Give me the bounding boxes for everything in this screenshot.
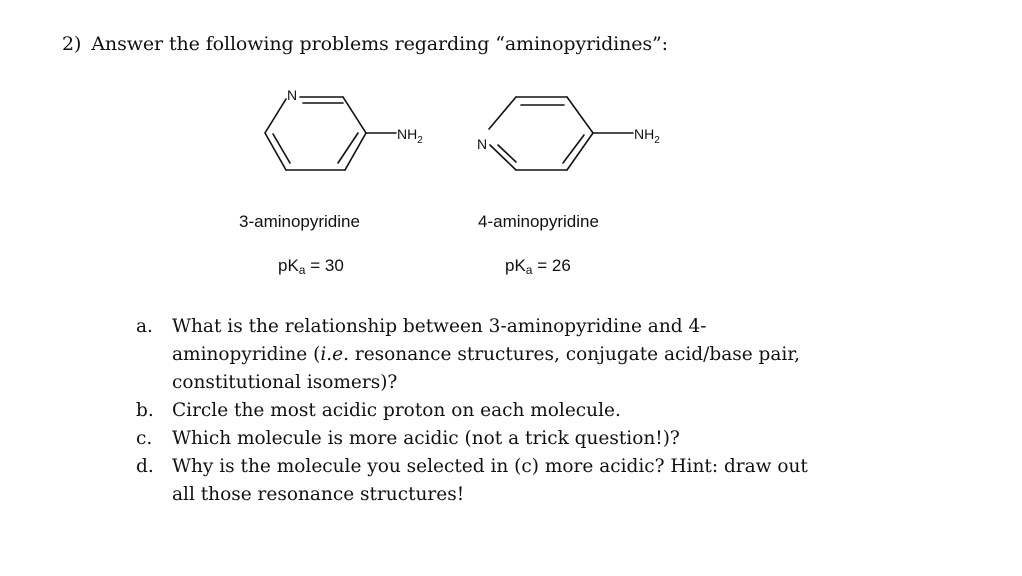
ring-nitrogen-label: N xyxy=(286,87,298,103)
question-letter: c. xyxy=(136,428,153,449)
problem-heading xyxy=(62,33,668,55)
bond xyxy=(345,133,366,170)
question-text: What is the relationship between 3-aminopyridine and 4- aminopyridine (i.e. resonance structures, conjugate acid/base pair, constitutional isomers)? xyxy=(172,316,801,393)
bond xyxy=(498,145,516,162)
question-list xyxy=(136,313,896,509)
question-text: Why is the molecule you selected in (c) more acidic? Hint: draw out all those resonance structures! xyxy=(172,456,808,505)
bond xyxy=(343,97,366,133)
pka-subscript: a xyxy=(525,263,533,277)
question-c xyxy=(136,425,896,453)
amine-subscript: 2 xyxy=(654,135,660,146)
question-d xyxy=(136,453,896,509)
structure-3-aminopyridine-drawing xyxy=(255,85,495,195)
bond xyxy=(567,97,593,133)
structure-4-aminopyridine xyxy=(472,85,712,195)
amine-group-label xyxy=(634,126,660,146)
question-letter: d. xyxy=(136,456,154,477)
bond xyxy=(273,134,290,163)
question-text: Which molecule is more acidic (not a trick question!)? xyxy=(172,428,680,449)
problem-heading-text: Answer the following problems regarding “aminopyridines”: xyxy=(91,33,668,55)
question-text: Circle the most acidic proton on each molecule. xyxy=(172,400,621,421)
molecule-name-3-aminopyridine: 3-aminopyridine xyxy=(239,212,360,231)
pka-value: = 30 xyxy=(305,256,344,275)
bond xyxy=(338,133,358,163)
question-b xyxy=(136,397,896,425)
pka-value: = 26 xyxy=(532,256,571,275)
amine-label: NH xyxy=(634,126,655,142)
pka-subscript: a xyxy=(298,263,306,277)
structure-3-aminopyridine xyxy=(255,85,495,195)
question-letter: b. xyxy=(136,400,154,421)
pka-3-aminopyridine xyxy=(278,256,344,277)
pka-label: pK xyxy=(505,256,526,275)
question-letter: a. xyxy=(136,316,153,337)
problem-number: 2) xyxy=(62,33,82,55)
amine-label: NH xyxy=(397,126,418,142)
bond xyxy=(265,99,286,133)
question-a xyxy=(136,313,896,397)
bond xyxy=(489,97,516,129)
amine-subscript: 2 xyxy=(417,135,423,146)
molecule-name-4-aminopyridine: 4-aminopyridine xyxy=(478,212,599,231)
pka-4-aminopyridine xyxy=(505,256,571,277)
amine-group-label xyxy=(397,126,423,146)
pka-label: pK xyxy=(278,256,299,275)
ie-abbreviation: i.e. xyxy=(320,344,349,365)
structure-4-aminopyridine-drawing xyxy=(472,85,712,195)
ring-nitrogen-label: N xyxy=(476,136,488,152)
